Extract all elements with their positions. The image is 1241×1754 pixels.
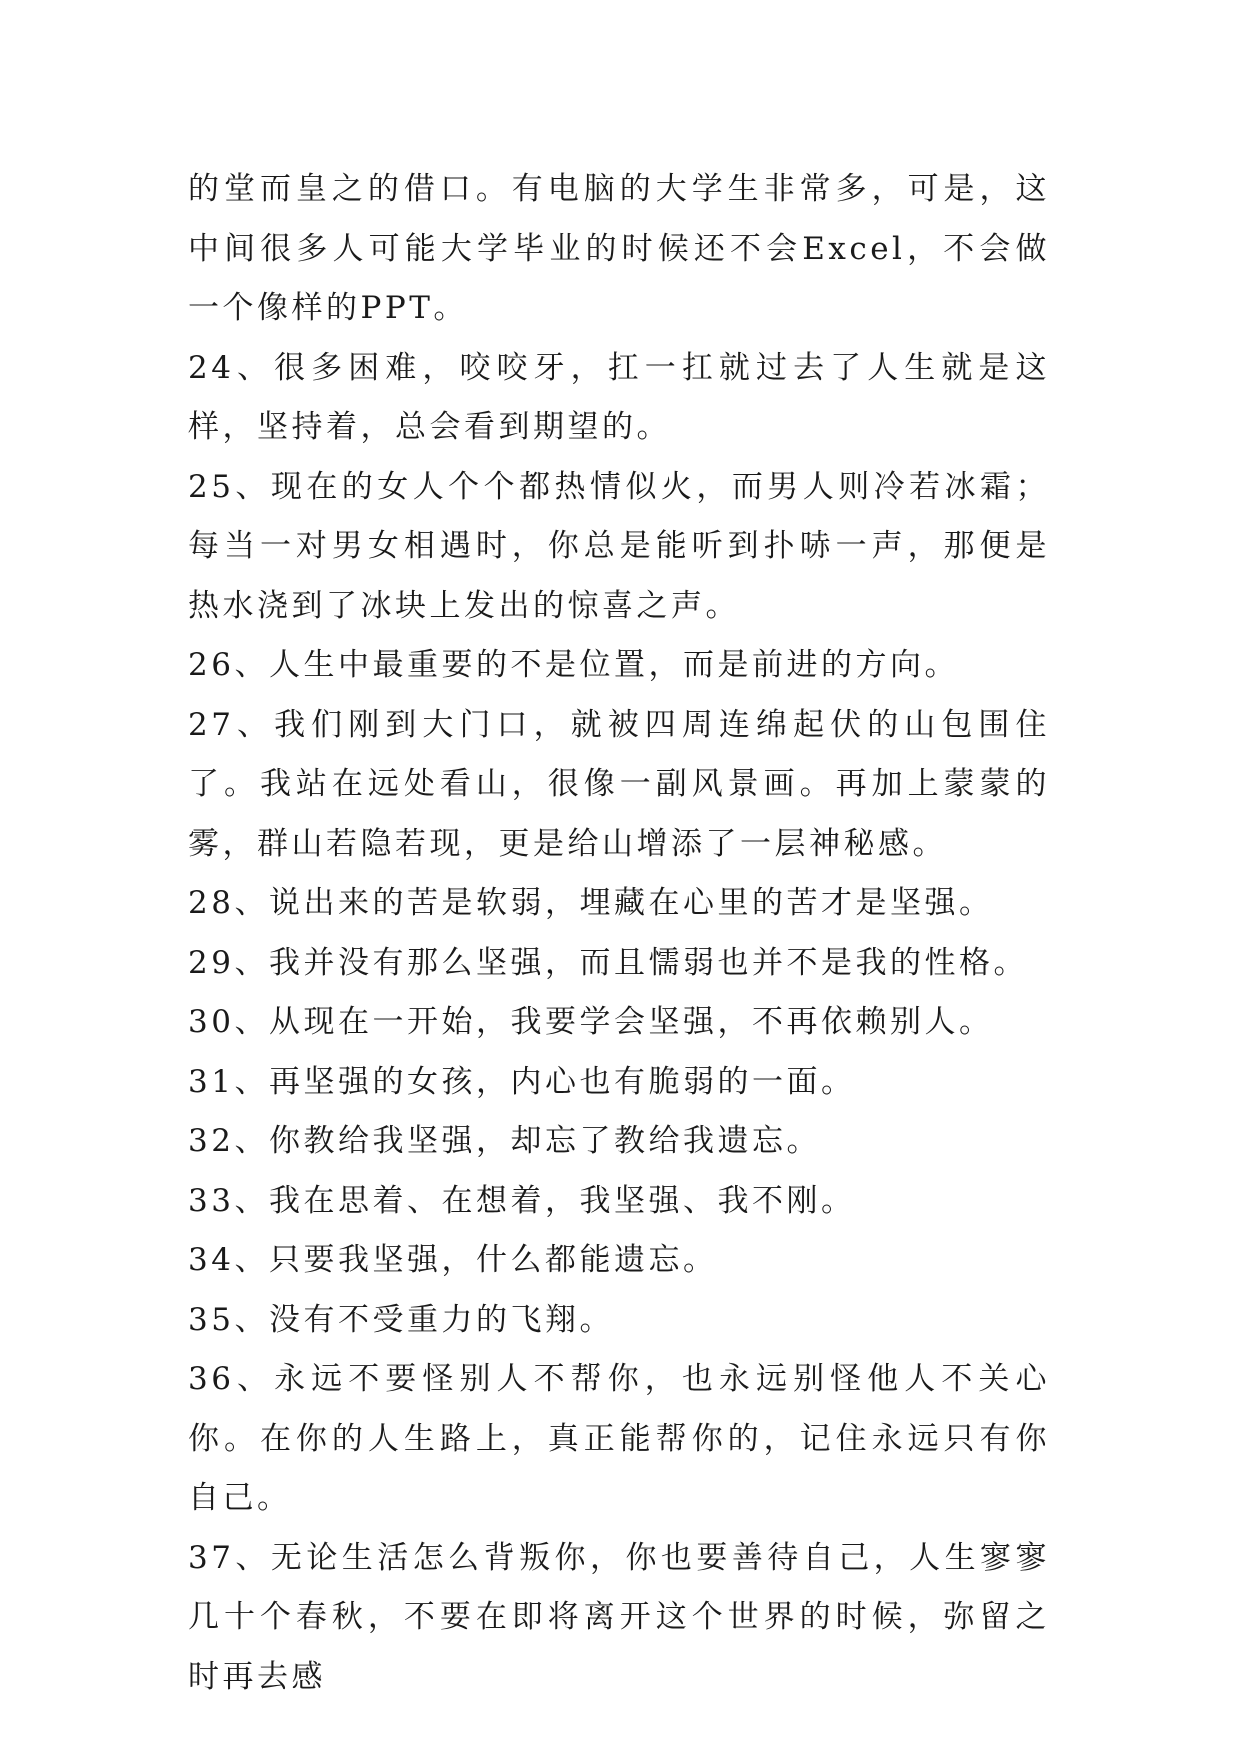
paragraph-26: 26、人生中最重要的不是位置，而是前进的方向。: [188, 647, 959, 683]
paragraph-34: 34、只要我坚强，什么都能遗忘。: [188, 1242, 718, 1278]
paragraph-25: 25、现在的女人个个都热情似火，而男人则冷若冰霜；每当一对男女相遇时，你总是能听到扑哧一声，那便是热水浇到了冰块上发出的惊喜之声。: [188, 468, 1050, 624]
paragraph-continuation: 的堂而皇之的借口。有电脑的大学生非常多，可是，这中间很多人可能大学毕业的时候还不会Excel，不会做一个像样的PPT。: [188, 171, 1050, 326]
paragraph-29: 29、我并没有那么坚强，而且懦弱也并不是我的性格。: [188, 944, 1028, 981]
paragraph-33: 33、我在思着、在想着，我坚强、我不刚。: [188, 1182, 856, 1219]
paragraph-37: 37、无论生活怎么背叛你，你也要善待自己，人生寥寥几十个春秋，不要在即将离开这个世界的时候，弥留之时再去感: [188, 1539, 1050, 1695]
paragraph-28: 28、说出来的苦是软弱，埋藏在心里的苦才是坚强。: [188, 885, 994, 921]
document-page: [188, 160, 1050, 1707]
paragraph-35: 35、没有不受重力的飞翔。: [188, 1301, 614, 1338]
paragraph-24: 24、很多困难，咬咬牙，扛一扛就过去了人生就是这样，坚持着，总会看到期望的。: [188, 349, 1050, 445]
paragraph-36: 36、永远不要怪别人不帮你，也永远别怪他人不关心你。在你的人生路上，真正能帮你的，记住永远只有你自己。: [188, 1361, 1050, 1516]
paragraph-31: 31、再坚强的女孩，内心也有脆弱的一面。: [188, 1063, 856, 1100]
paragraph-27: 27、我们刚到大门口，就被四周连绵起伏的山包围住了。我站在远处看山，很像一副风景画。再加上蒙蒙的雾，群山若隐若现，更是给山增添了一层神秘感。: [188, 706, 1050, 862]
paragraph-30: 30、从现在一开始，我要学会坚强，不再依赖别人。: [188, 1004, 994, 1040]
paragraph-32: 32、你教给我坚强，却忘了教给我遗忘。: [188, 1123, 821, 1159]
